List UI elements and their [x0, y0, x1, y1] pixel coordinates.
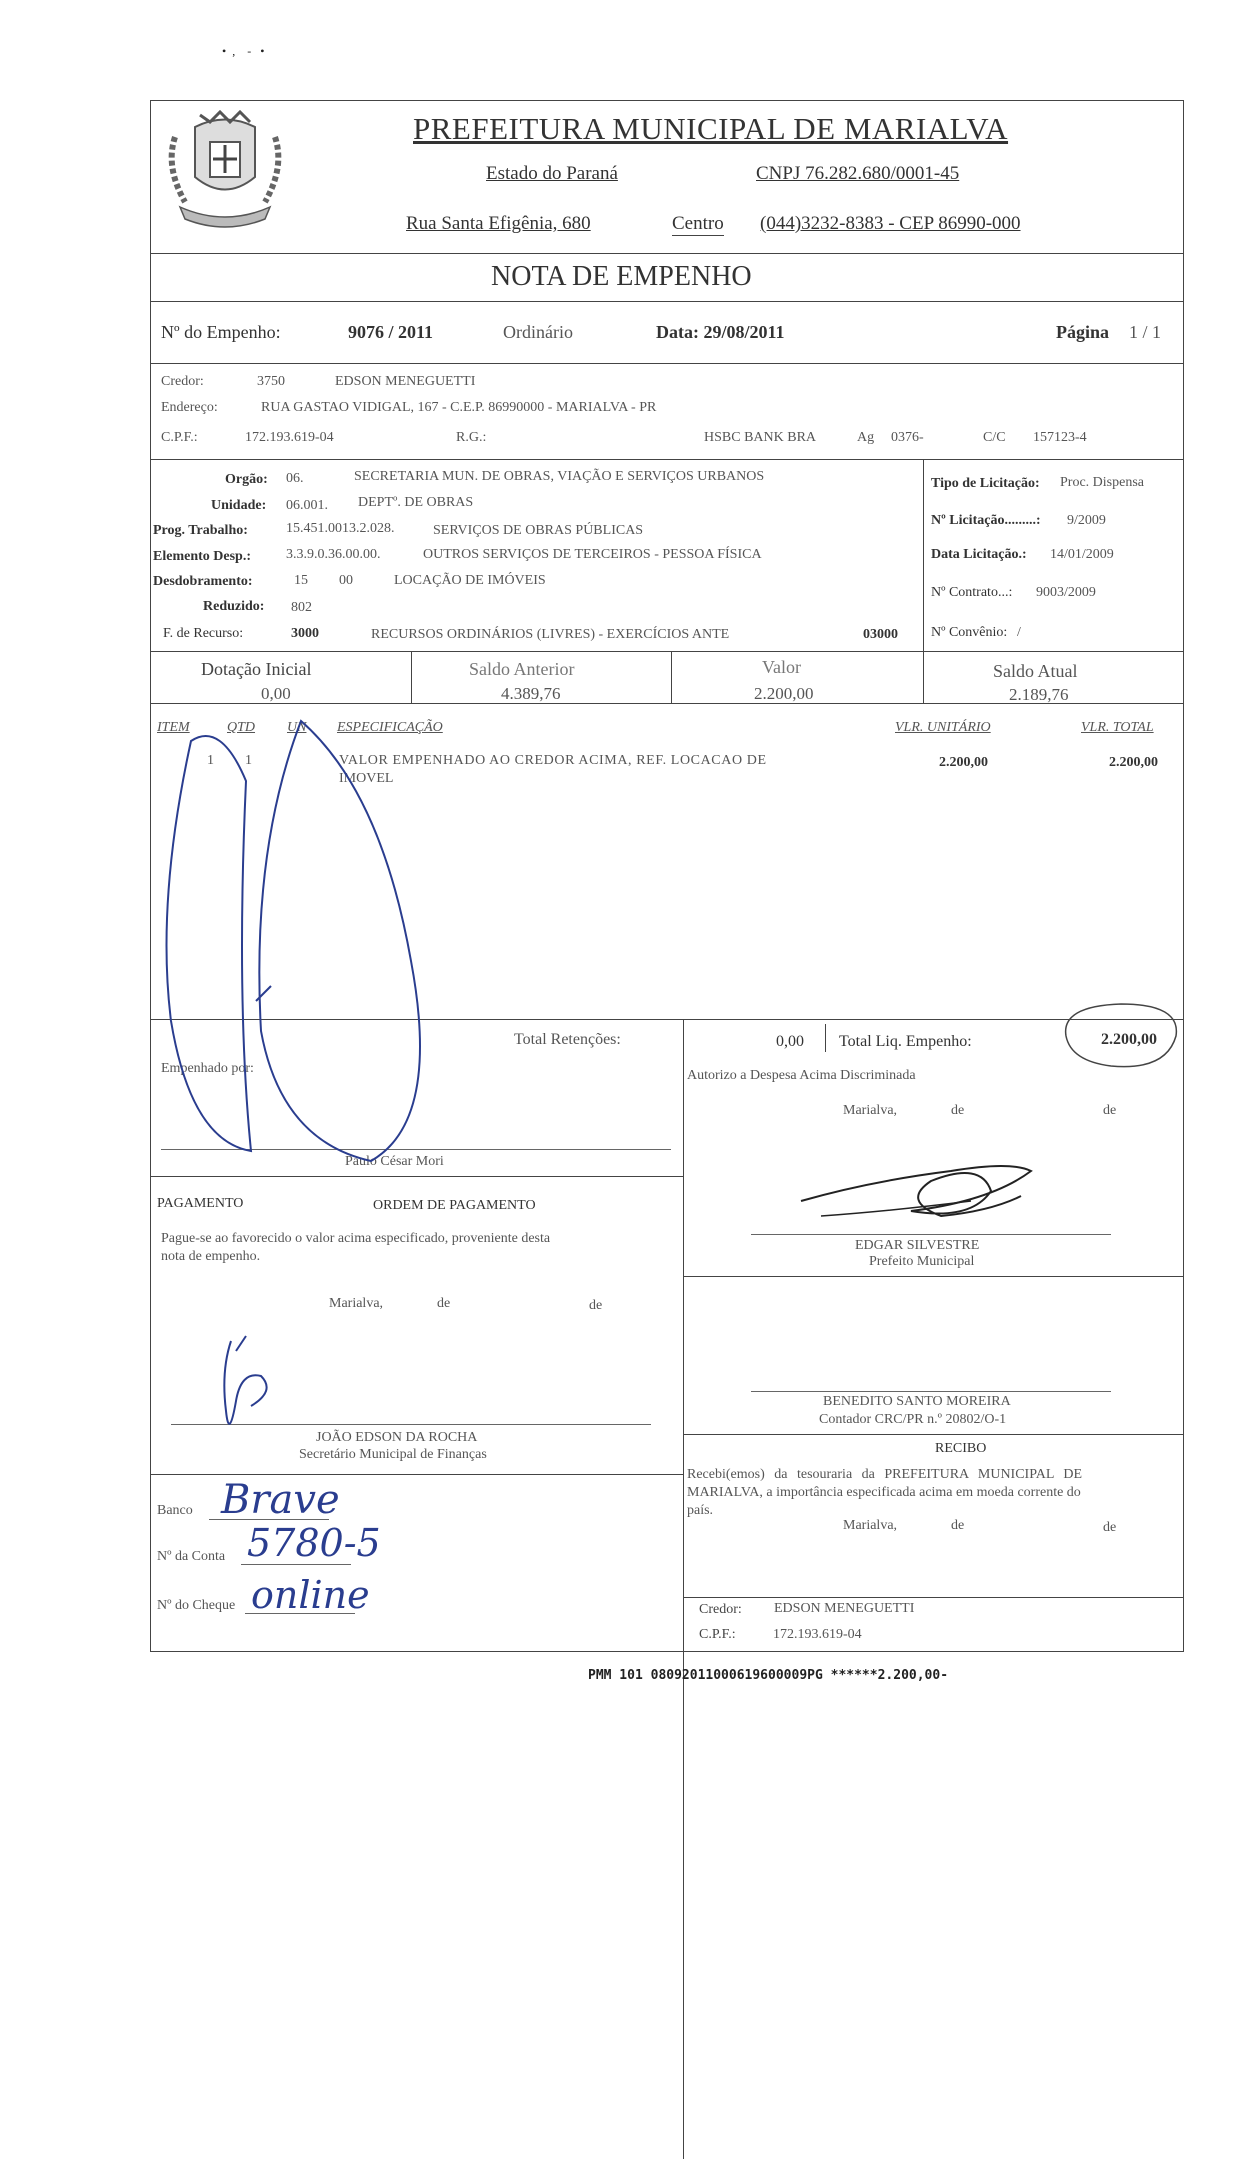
licitacao-date-label: Data Licitação.: [931, 547, 1027, 562]
handwritten-banco: Brave [221, 1477, 340, 1523]
col-header-vlr-unitario: VLR. UNITÁRIO [895, 720, 991, 735]
banco-label: Banco [157, 1503, 193, 1518]
recibo-de-1: de [951, 1518, 965, 1533]
prefeito-title: Prefeito Municipal [869, 1254, 975, 1269]
saldo-atual-value: 2.189,76 [1009, 685, 1069, 704]
autorizo-de-2: de [1103, 1103, 1117, 1118]
divider [151, 1474, 683, 1475]
licitacao-num-label: Nº Licitação.........: [931, 513, 1041, 528]
cpf: 172.193.619-04 [245, 430, 334, 445]
pagamento-label: PAGAMENTO [157, 1196, 244, 1211]
page-number: 1 / 1 [1129, 322, 1162, 342]
secretario-title: Secretário Municipal de Finanças [299, 1447, 487, 1462]
recibo-cpf: 172.193.619-04 [773, 1627, 862, 1642]
divider [683, 1276, 1183, 1277]
credor-code: 3750 [257, 374, 285, 389]
recibo-text-3: país. [687, 1503, 714, 1518]
contador-name: BENEDITO SANTO MOREIRA [823, 1394, 1011, 1409]
secretario-signature [191, 1331, 311, 1451]
divider [151, 1019, 1183, 1020]
col-header-item: ITEM [157, 720, 190, 735]
saldo-anterior-label: Saldo Anterior [469, 659, 575, 679]
liquido-value: 2.200,00 [1101, 1031, 1157, 1048]
desdobramento-desc: LOCAÇÃO DE IMÓVEIS [394, 573, 546, 588]
state-name: Estado do Paraná [486, 163, 618, 184]
autorizo-city: Marialva, [843, 1103, 898, 1118]
recurso-label: F. de Recurso: [163, 626, 244, 641]
unidade-label: Unidade: [211, 498, 267, 513]
pagamento-text-2: nota de empenho. [161, 1249, 261, 1264]
recibo-credor-label: Credor: [699, 1602, 742, 1617]
divider [151, 651, 1183, 652]
retencoes-value: 0,00 [776, 1033, 804, 1050]
recurso-desc: RECURSOS ORDINÁRIOS (LIVRES) - EXERCÍCIOS ANTE [371, 627, 730, 642]
signature-line [161, 1149, 671, 1150]
dotacao-inicial-value: 0,00 [261, 684, 291, 703]
licitacao-date: 14/01/2009 [1050, 547, 1114, 562]
agency-label: Ag [857, 430, 875, 445]
pagamento-city: Marialva, [329, 1296, 384, 1311]
empenho-number: 9076 / 2011 [348, 322, 434, 342]
valor-value: 2.200,00 [754, 684, 814, 703]
divider [151, 301, 1183, 302]
valor-label: Valor [762, 657, 801, 677]
autorizo-label: Autorizo a Despesa Acima Discriminada [687, 1068, 916, 1083]
endereco: RUA GASTAO VIDIGAL, 167 - C.E.P. 86990000 - MARIALVA - PR [261, 400, 657, 415]
orgao-label: Orgão: [225, 472, 268, 487]
handwritten-cheque: online [251, 1573, 370, 1617]
cheque-label: Nº do Cheque [157, 1598, 236, 1613]
recibo-text-2: MARIALVA, a importância especificada acima em moeda corrente do [687, 1485, 1081, 1500]
liquido-label: Total Liq. Empenho: [839, 1033, 972, 1050]
desdobramento-a: 15 [294, 573, 308, 588]
divider [923, 651, 924, 703]
empenho-number-label: Nº do Empenho: [161, 322, 281, 342]
page-label: Página [1056, 322, 1110, 342]
cnpj: CNPJ 76.282.680/0001-45 [756, 163, 960, 184]
orgao-desc: SECRETARIA MUN. DE OBRAS, VIAÇÃO E SERVIÇOS URBANOS [354, 469, 765, 484]
recibo-city: Marialva, [843, 1518, 898, 1533]
account: 157123-4 [1033, 430, 1087, 445]
divider [683, 1434, 1183, 1435]
page-title: PREFEITURA MUNICIPAL DE MARIALVA [413, 111, 1009, 146]
elemento-desc: OUTROS SERVIÇOS DE TERCEIROS - PESSOA FÍSICA [423, 547, 762, 562]
secretario-name: JOÃO EDSON DA ROCHA [316, 1430, 478, 1445]
col-header-qtd: QTD [227, 720, 256, 735]
agency: 0376- [891, 430, 924, 445]
item-cell: 1 [207, 753, 214, 768]
divider [151, 459, 1183, 460]
dotacao-inicial-label: Dotação Inicial [201, 659, 312, 679]
recibo-label: RECIBO [935, 1441, 987, 1456]
licitacao-type-label: Tipo de Licitação: [931, 476, 1040, 491]
reduzido: 802 [291, 600, 312, 615]
divider [151, 363, 1183, 364]
divider [411, 651, 412, 703]
account-label: C/C [983, 430, 1006, 445]
recibo-cpf-label: C.P.F.: [699, 1627, 736, 1642]
licitacao-num: 9/2009 [1067, 513, 1106, 528]
reduzido-label: Reduzido: [203, 599, 265, 614]
conta-label: Nº da Conta [157, 1549, 226, 1564]
coat-of-arms-icon [155, 107, 295, 237]
prog-label: Prog. Trabalho: [153, 523, 248, 538]
desdobramento-b: 00 [339, 573, 353, 588]
col-header-un: UN [287, 720, 307, 735]
divider [151, 253, 1183, 254]
document-title: NOTA DE EMPENHO [491, 261, 752, 292]
orgao: 06. [286, 471, 304, 486]
pagamento-text-1: Pague-se ao favorecido o valor acima especificado, proveniente desta [161, 1231, 551, 1246]
endereco-label: Endereço: [161, 400, 218, 415]
especificacao-line-2: IMOVEL [339, 771, 394, 786]
desdobramento-label: Desdobramento: [153, 574, 253, 589]
unitario-cell: 2.200,00 [939, 755, 988, 770]
pagamento-de-1: de [437, 1296, 451, 1311]
divider [825, 1024, 826, 1052]
empenho-type: Ordinário [503, 322, 573, 342]
divider [923, 459, 924, 651]
saldo-anterior-value: 4.389,76 [501, 684, 561, 703]
divider [683, 1019, 684, 2159]
empenhado-label: Empenhado por: [161, 1061, 254, 1076]
unidade-desc: DEPTº. DE OBRAS [358, 495, 474, 510]
pagamento-de-2: de [589, 1298, 603, 1313]
recurso-code: 03000 [863, 627, 898, 642]
ordem-label: ORDEM DE PAGAMENTO [373, 1198, 536, 1213]
district: Centro [672, 213, 724, 234]
divider [671, 651, 672, 703]
prefeito-name: EDGAR SILVESTRE [855, 1238, 980, 1253]
rg-label: R.G.: [456, 430, 487, 445]
footer-code: PMM 101 08092011000619600009PG ******2.200,00- [588, 1668, 949, 1683]
signature-line [171, 1424, 651, 1425]
elemento: 3.3.9.0.36.00.00. [286, 547, 381, 562]
contador-title: Contador CRC/PR n.º 20802/O-1 [819, 1412, 1007, 1427]
recibo-de-2: de [1103, 1520, 1117, 1535]
especificacao-line-1: VALOR EMPENHADO AO CREDOR ACIMA, REF. LOCACAO DE [339, 753, 767, 768]
autorizo-de-1: de [951, 1103, 965, 1118]
recurso: 3000 [291, 626, 319, 641]
contrato: 9003/2009 [1036, 585, 1096, 600]
bank-name: HSBC BANK BRA [704, 430, 817, 445]
saldo-atual-label: Saldo Atual [993, 661, 1078, 681]
divider [683, 1597, 1183, 1598]
elemento-label: Elemento Desp.: [153, 549, 251, 564]
address: Rua Santa Efigênia, 680 [406, 213, 591, 234]
phone-cep: (044)3232-8383 - CEP 86990-000 [760, 213, 1021, 234]
col-header-especificacao: ESPECIFICAÇÃO [337, 720, 443, 735]
scan-marks: • , - • [222, 44, 265, 58]
unidade: 06.001. [286, 498, 328, 513]
credor-name: EDSON MENEGUETTI [335, 374, 476, 389]
prog: 15.451.0013.2.028. [286, 521, 395, 536]
empenho-date: Data: 29/08/2011 [656, 322, 785, 342]
credor-label: Credor: [161, 374, 204, 389]
convenio-label: Nº Convênio: [931, 625, 1008, 640]
licitacao-type: Proc. Dispensa [1060, 475, 1144, 490]
nota-de-empenho-form [150, 100, 1184, 1652]
signature-line [751, 1234, 1111, 1235]
recibo-text-1: Recebi(emos) da tesouraria da PREFEITURA MUNICIPAL DE [687, 1467, 1083, 1482]
empenhado-name: Paulo César Mori [345, 1154, 444, 1169]
col-header-vlr-total: VLR. TOTAL [1081, 720, 1154, 735]
handwritten-conta: 5780-5 [247, 1521, 381, 1565]
handwritten-signature-ovals [151, 701, 451, 1181]
prog-desc: SERVIÇOS DE OBRAS PÚBLICAS [433, 523, 644, 538]
divider [151, 703, 1183, 704]
signature-line [751, 1391, 1111, 1392]
recibo-credor: EDSON MENEGUETTI [774, 1601, 915, 1616]
contrato-label: Nº Contrato...: [931, 585, 1013, 600]
convenio: / [1017, 625, 1021, 640]
qtd-cell: 1 [245, 753, 252, 768]
divider [151, 1176, 683, 1177]
retencoes-label: Total Retenções: [514, 1031, 621, 1048]
total-cell: 2.200,00 [1109, 755, 1158, 770]
cpf-label: C.P.F.: [161, 430, 198, 445]
